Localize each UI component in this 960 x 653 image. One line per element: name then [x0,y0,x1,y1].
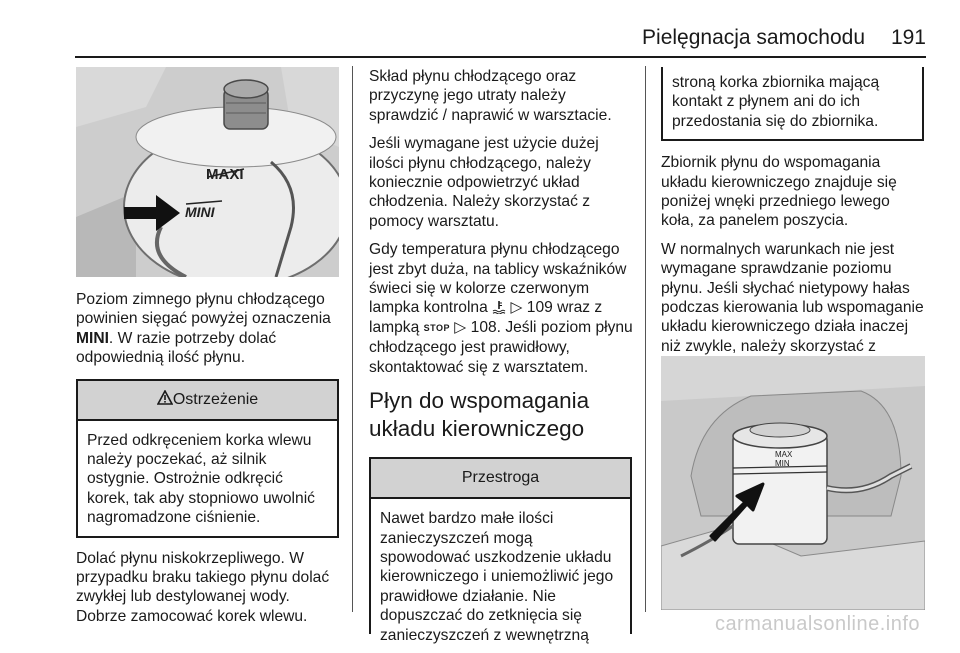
reservoir-location-paragraph: Zbiornik płynu do wspomagania układu kierowniczego znajduje się poniżej wnęki przedniego lewego koła, za panelem poszycia. [661,154,897,230]
warning-text: Przed odkręceniem korka wlewu należy poczekać, aż silnik ostygnie. Ostrożnie odkręcić korek, tak aby stopniowo uwolnić nagromadzone ciśnienie. [87,431,315,527]
coolant-reservoir-illustration [76,67,339,277]
mini-mark-label: MINI [185,204,215,220]
steering-reservoir-illustration [661,356,925,610]
refill-paragraph: Dolać płynu niskokrzepliwego. W przypadku braku takiego płynu dolać zwykłej lub destylowanej wody. Dobrze zamocować korek wlewu. [76,549,330,625]
middle-column [369,67,635,644]
caution-box-header: Przestroga [371,459,630,499]
min-mark-label: MIN [775,459,790,468]
coolant-check-paragraph: Skład płynu chłodzącego oraz przyczynę jego utraty należy sprawdzić / naprawić w warsztacie. [369,68,612,124]
warning-box [76,379,339,538]
coolant-level-paragraph [76,290,342,368]
page-number: 191 [890,26,926,49]
warning-title: Ostrzeżenie [172,390,259,408]
caution-box [369,457,632,644]
coolant-reservoir-figure [76,67,339,277]
text-run: Gdy temperatura płynu chłodzącego jest zbyt duża, na tablicy wskaźników świeci się w kolorze czerwonym lampka kontrolna [369,241,627,317]
section-heading: Płyn do wspomagania układu kierowniczego [369,388,590,442]
text-run: 108. Jeśli poziom płynu chłodzącego jest prawidłowy, skontaktować się z warsztatem. [369,318,633,376]
text-run: 109 wraz z lampką [369,299,603,336]
fluid-check-paragraph: W normalnych warunkach nie jest wymagane sprawdzanie poziomu płynu. Jeśli słychać nietypowy hałas podczas kierowania lub wspomaganie układu kierowniczego działa inaczej niż zwykle, należy skorzystać z [661,240,924,355]
column-divider [645,66,646,612]
page-reference-icon: ▷ [510,299,523,317]
right-column [661,67,927,385]
text-run: . W razie potrzeby dolać odpowiednią ilość płynu. [76,329,277,367]
steering-reservoir-figure [661,356,925,610]
text-run: Poziom zimnego płynu chłodzącego powinien sięgać powyżej oznaczenia [76,291,331,328]
warning-box-header [78,381,337,421]
column-divider [352,66,353,612]
left-column [76,290,342,635]
bleed-paragraph: Jeśli wymagane jest użycie dużej ilości płynu chłodzącego, należy koniecznie odpowietrzyć układ chłodzenia. Należy skorzystać z pomocy warsztatu. [369,135,599,230]
warning-triangle-icon [157,390,173,406]
temperature-paragraph [369,240,635,377]
caution-box-continued [661,67,924,141]
coolant-temperature-icon [492,300,506,314]
header-title: Pielęgnacja samochodu [642,26,865,49]
page-reference-icon: ▷ [454,318,467,336]
caution-text: Nawet bardzo małe ilości zanieczyszczeń mogą spowodować uszkodzenie układu kierowniczego i uniemożliwić jego prawidłowe działanie. Nie dopuszczać do zetknięcia się zanieczyszczeń z wewnętrzną [380,510,614,644]
mini-emphasis: MINI [76,329,109,347]
header-rule [75,56,926,58]
maxi-mark-label: MAXI [206,166,244,183]
stop-lamp-icon: STOP [423,322,450,333]
watermark: carmanualsonline.info [714,613,920,635]
max-mark-label: MAX [775,450,793,459]
caution-continued-text: stroną korka zbiornika mającą kontakt z płynem ani do ich przedostania się do zbiornika. [672,74,880,130]
